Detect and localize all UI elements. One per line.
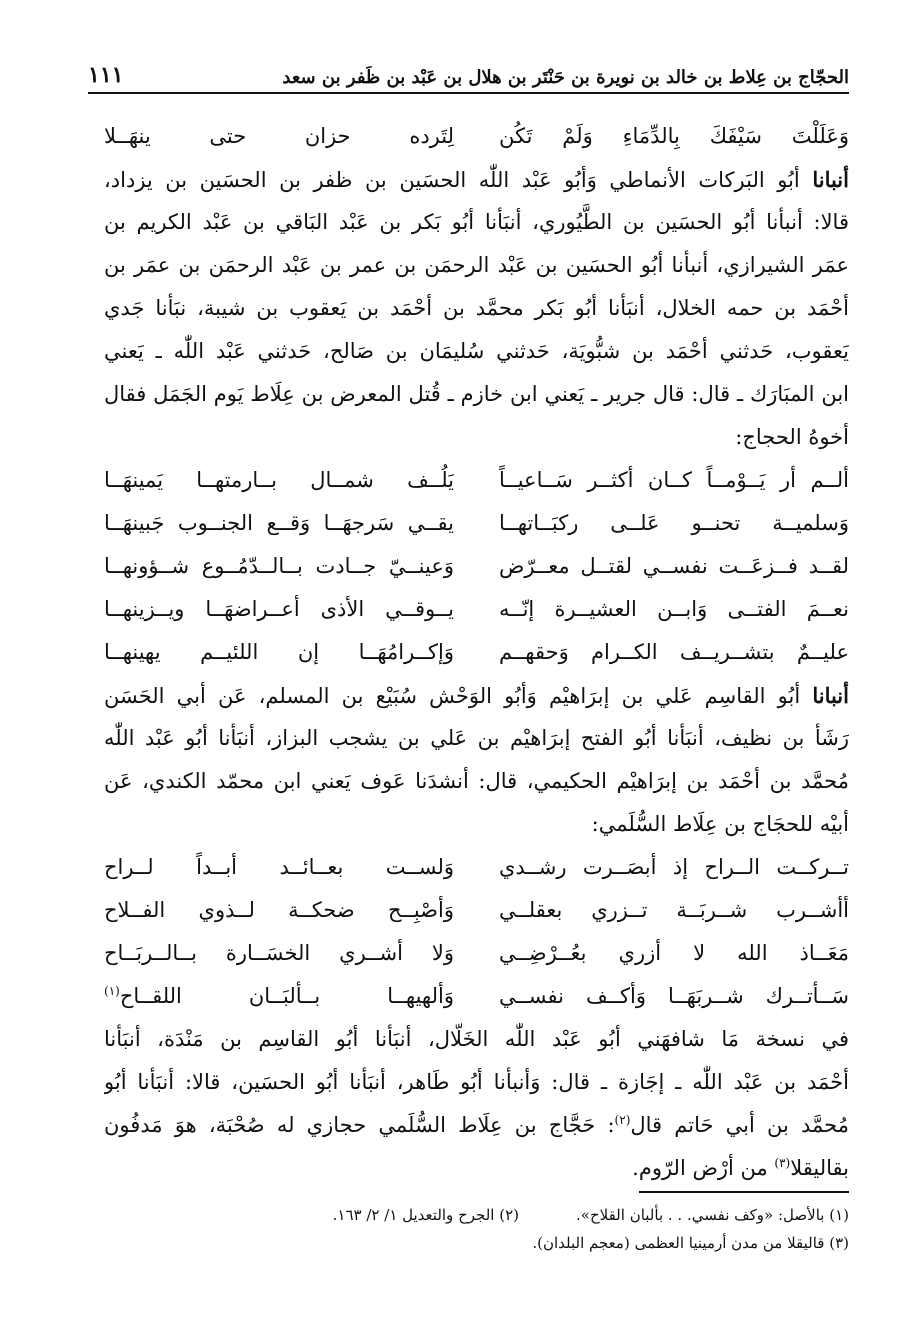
text-line: [104, 330, 849, 373]
verse-line: [104, 588, 849, 631]
main-text: [104, 115, 849, 1190]
verse-hemistich-first: وَسلميــة تحنــو عَلــى ركبَــاتهــا: [499, 511, 849, 535]
line-text: ابن المبَارَك ـ قال: قال جرير ـ يَعني ابن خازم ـ قُتل المعرض بن عِلَاط يَوم الجَمَل فقال: [104, 382, 849, 406]
verse-hemistich-first: لقــد فــزعَــت نفســي لقتــل معــرّض: [499, 554, 849, 578]
line-text: رَشَأ بن نظيف، أنبَأنا أبُو الفتح إبرَاهيْم بن عَلي بن يشجب البزاز، أنبَأنا أبُو عَبْد اللّٰه: [104, 726, 849, 750]
verse-hemistich-second: وَأصْبِــح ضحكــة لــذوي الفــلاح: [104, 898, 454, 922]
line-text: بقاليقلا: [790, 1156, 849, 1180]
text-line: [104, 717, 849, 760]
line-text: من أرْض الرّوم.: [632, 1156, 775, 1180]
text-line: [104, 1104, 849, 1147]
line-text: عمَر الشيرازي، أنبأنا أبُو الحسَين بن عَبْد الرحمَن بن عمر بن عَبْد الرحمَن بن عمَر بن: [104, 253, 849, 277]
verse-hemistich-first: عليــمٌ بتشــريــف الكــرام وَحقهــم: [499, 640, 849, 664]
footnote-marker[interactable]: (١): [104, 984, 120, 998]
verse-line: [104, 502, 849, 545]
verse-line: [104, 545, 849, 588]
isnad-lead: أنبانا: [812, 683, 849, 708]
footnote-marker[interactable]: (٢): [614, 1113, 631, 1127]
line-text: قالا: أنبأنا أبُو الحسَين بن الطَّيُوري، أنبَأنا أبُو بَكر بن عَبْد البَاقي بن عَبْد الكريم بن: [104, 210, 849, 234]
footnote-row: [104, 1229, 849, 1257]
text-line: [104, 287, 849, 330]
footnote-row: [104, 1201, 849, 1229]
footnote-separator: [639, 1191, 849, 1193]
verse-text: وَألهيهــا بــألبَــان اللقــاح: [119, 984, 454, 1008]
line-text: أبُو البَركات الأنماطي وَأبُو عَبْد اللّٰه الحسَين بن ظفر بن الحسَين بن يزداد،: [104, 168, 813, 192]
text-line: [104, 1018, 849, 1061]
text-line: [104, 674, 849, 717]
line-text: أبُو القاسِم عَلي بن إبرَاهيْم وَأبُو الوَحْش سُبَيْع بن المسلم، عَن أبي الحَسَن: [104, 684, 813, 708]
verse-hemistich-second: يقــي سَرجهَــا وَقــع الجنــوب جَبينهَــا: [104, 511, 454, 535]
verse-hemistich-second: وَلســت بعــائــد أبــداً لــراح: [104, 855, 454, 879]
verse-line: [104, 631, 849, 674]
text-line: [104, 244, 849, 287]
text-line: [104, 373, 849, 416]
footnotes: [104, 1201, 849, 1257]
verse-hemistich-first: وَعَلَلْتَ سَيْفَكَ بِالدِّمَاءِ وَلَمْ تَكُن: [499, 124, 849, 148]
text-line: [104, 416, 849, 459]
verse-line: [104, 459, 849, 502]
line-text: مُحمَّد بن أبي حَاتم قال: [630, 1113, 849, 1137]
verse-hemistich-second: لِتَرده حزان حتى ينهَــلا: [104, 124, 454, 148]
isnad-lead: أنبانا: [812, 167, 849, 192]
verse-hemistich-first: تــركــت الــراح إذ أبصَــرت رشــدي: [499, 855, 849, 879]
text-line: [104, 803, 849, 846]
footnote-3: (٣) قاليقلا من مدن أرمينيا العظمى (معجم البلدان).: [532, 1234, 849, 1252]
footnote-1: (١) بالأصل: «وكف نفسي. . . بألبان القلاح».: [576, 1206, 849, 1224]
text-line: [104, 1147, 849, 1190]
text-line: [104, 158, 849, 201]
verse-hemistich-first: مَعَــاذ الله لا أزري بعُــرْضِــي: [499, 941, 849, 965]
verse-hemistich-second: وَإكــرامُهَــا إن اللئيــم يهينهــا: [104, 640, 454, 664]
verse-hemistich-second: وَعينــيّ جــادت بــالــدّمُــوع شــؤونهــا: [104, 554, 454, 578]
text-line: [104, 760, 849, 803]
line-text: أحْمَد بن عَبْد اللّٰه ـ إجَازة ـ قال: وَأنبأنا أبُو طَاهر، أنبَأنا أبُو الحسَين، قالا: أنبَأنا أبُو: [104, 1070, 849, 1094]
line-text: : حَجَّاج بن عِلَاط السُّلَمي حجازي له صُحْبَة، هوَ مَدفُون: [104, 1113, 615, 1137]
verse-hemistich-first: ألــم أر يَــوْمــاً كــان أكثــر سَــاعيــاً: [499, 468, 849, 492]
line-text: في نسخة مَا شافهَني أبُو عَبْد اللّٰه الخَلّال، أنبَأنا أبُو القاسِم بن مَنْدَة، أنبَأنا: [104, 1027, 849, 1051]
page-number: ١١١: [88, 62, 124, 88]
verse-hemistich-second: وَلا أشــري الخسَــارة بــالــربَــاح: [104, 941, 454, 965]
running-title: الحجّاج بن عِلاط بن خالد بن نويرة بن حَنْتَر بن هلال بن عَبْد بن ظَفر بن سعد: [282, 67, 849, 88]
verse-line: [104, 975, 849, 1018]
page-header: [88, 56, 849, 94]
footnote-2: (٢) الجرح والتعديل ١/ ٢/ ١٦٣.: [332, 1206, 519, 1224]
verse-hemistich-first: نعــمَ الفتــى وَابــن العشيــرة إنّــه: [499, 597, 849, 621]
text-line: [104, 201, 849, 244]
verse-hemistich-second: [104, 975, 454, 1018]
verse-line: [104, 932, 849, 975]
line-text: أبيْه للحجَاج بن عِلَاط السُّلَمي:: [591, 812, 849, 836]
line-text: يَعقوب، حَدثني أحْمَد بن شبُّويَة، حَدثني سُليمَان بن صَالح، حَدثني عَبْد اللّٰه ـ يَعني: [104, 339, 849, 363]
footnote-marker[interactable]: (٣): [774, 1156, 791, 1170]
verse-hemistich-second: يــوقــي الأذى أعــراضهَــا ويــزينهــا: [104, 597, 454, 621]
verse-line: [104, 889, 849, 932]
line-text: أحْمَد بن حمه الخلال، أنبَأنا أبُو بَكر محمَّد بن أحْمَد بن يَعقوب بن شيبة، نبَأنا جَدي: [104, 296, 849, 320]
verse-line: [104, 115, 849, 158]
verse-line: [104, 846, 849, 889]
text-line: [104, 1061, 849, 1104]
verse-hemistich-second: يَلُــف شمــال بــارمتهــا يَمينهَــا: [104, 468, 454, 492]
line-text: أخوهُ الحجاج:: [735, 425, 849, 449]
verse-hemistich-first: سَــأتــرك شــربَهَــا وَأكــف نفســي: [499, 984, 849, 1008]
verse-hemistich-first: أأشــرب شــربَــة تــزري بعقلــي: [499, 898, 849, 922]
line-text: مُحمَّد بن أحْمَد بن إبرَاهيْم الحكيمي، قال: أنشدَنا عَوف يَعني ابن محمّد الكندي، عَن: [104, 769, 849, 793]
